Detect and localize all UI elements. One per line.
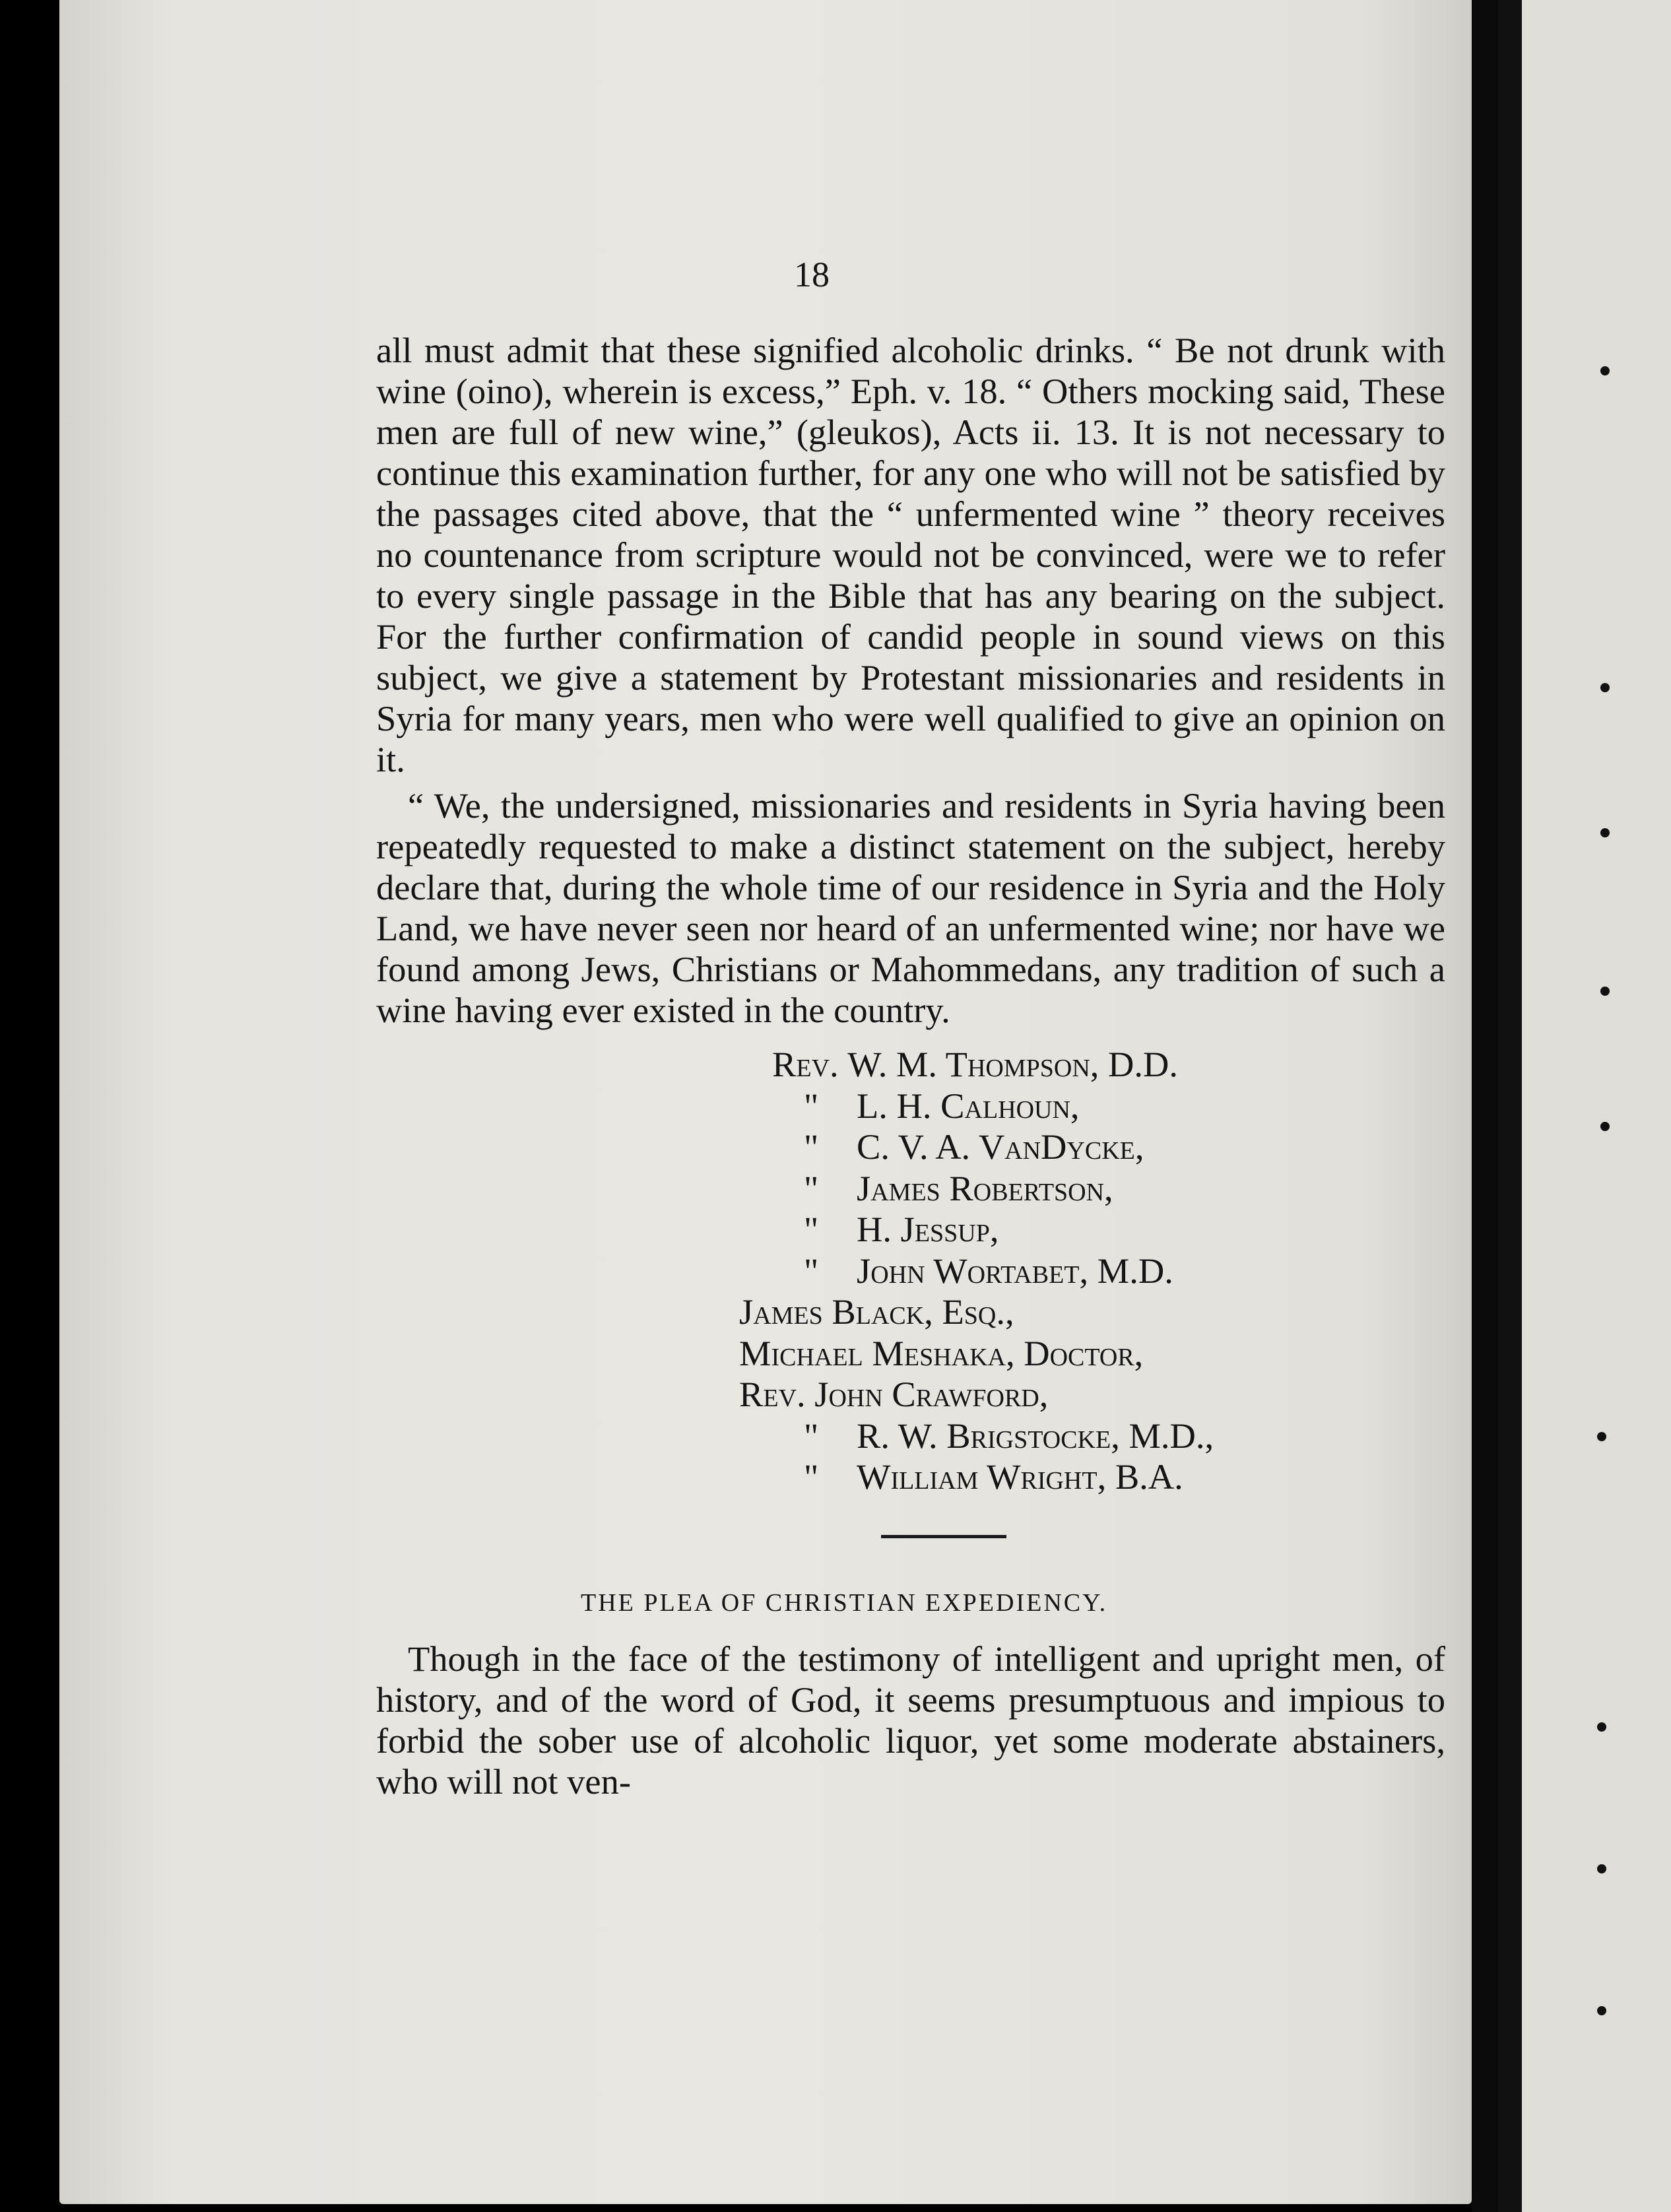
page-number: 18 [794, 255, 830, 294]
signatory-line [376, 1374, 1445, 1415]
section-heading: THE PLEA OF CHRISTIAN EXPEDIENCY. [581, 1588, 1108, 1617]
signatory-list [376, 1044, 1445, 1498]
page-text [59, 0, 1472, 2204]
binding-hole [1597, 1722, 1606, 1732]
signatory-name: Michael Meshaka, Doctor, [739, 1332, 1144, 1373]
signatory-name: John Wortabet, M.D. [857, 1250, 1173, 1291]
signatory-prefix: Rev. [772, 1044, 839, 1084]
binding-hole [1600, 1122, 1610, 1131]
signatory-prefix: Rev. [739, 1374, 806, 1414]
ditto-mark: " [804, 1456, 819, 1497]
ditto-mark: " [804, 1415, 819, 1456]
ditto-mark: " [804, 1085, 819, 1126]
binding-hole [1597, 1432, 1606, 1441]
signatory-line [376, 1086, 1445, 1127]
binding-hole [1597, 1864, 1606, 1873]
paragraph-1: all must admit that these signified alcoholic drinks. “ Be not drunk with wine (oino), wherein is excess,” Eph. v. 18. “ Others mocking said, These men are full of new wine,” (gleukos), Acts ii. 13. It is not necessary to continue this examination further, for any one who will not be satisfied by the passages cited above, that the “ unfermented wine ” theory receives no countenance from scripture would not be convinced, were we to refer to every single passage in the Bible that has any bearing on the subject. For the further confirmation of candid people in sound views on this subject, we give a statement by Protestant missionaries and residents in Syria for many years, men who were well qualified to give an opinion on it. [376, 330, 1445, 779]
ditto-mark: " [804, 1167, 819, 1208]
binding-hole [1600, 683, 1610, 692]
signatory-line [376, 1168, 1445, 1210]
signatory-name: W. M. Thompson, D.D. [847, 1044, 1179, 1084]
signatory-line [376, 1126, 1445, 1168]
ditto-mark: " [804, 1126, 819, 1167]
signatory-name: James Black, Esq., [739, 1291, 1014, 1332]
signatory-line [376, 1415, 1445, 1457]
signatory-line [376, 1456, 1445, 1498]
binding-hole [1600, 987, 1610, 996]
adjacent-page-shadow [1498, 0, 1522, 2212]
section-paragraph: Though in the face of the testimony of intelligent and upright men, of history, and of the word of God, it seems presumptuous and impious to forbid the sober use of alcoholic liquor, yet some moderate abstainers, who will not ven- [376, 1638, 1445, 1802]
signatory-line [376, 1291, 1445, 1333]
signatory-line [376, 1333, 1445, 1375]
signatory-name: H. Jessup, [857, 1209, 999, 1249]
ditto-mark: " [804, 1250, 819, 1291]
ditto-mark: " [804, 1209, 819, 1249]
signatory-name: R. W. Brigstocke, M.D., [857, 1415, 1214, 1456]
signatory-line [376, 1251, 1445, 1292]
signatory-name: James Robertson, [857, 1167, 1113, 1208]
section-divider [881, 1535, 1006, 1538]
paragraph-2: “ We, the undersigned, missionaries and residents in Syria having been repeatedly requested to make a distinct statement on the subject, hereby declare that, during the whole time of our residence in Syria and the Holy Land, we have never seen nor heard of an unfermented wine; nor have we found among Jews, Christians or Mahommedans, any tradition of such a wine having ever existed in the country. [376, 785, 1445, 1030]
body-text [376, 330, 1445, 1802]
binding-hole [1600, 366, 1610, 375]
binding-hole [1600, 828, 1610, 837]
binding-gutter [1472, 0, 1498, 2212]
binding-hole [1597, 2006, 1606, 2015]
book-page [59, 0, 1472, 2204]
adjacent-page-edge [1498, 0, 1671, 2212]
signatory-name: John Crawford, [814, 1374, 1049, 1414]
signatory-line [376, 1209, 1445, 1251]
signatory-name: C. V. A. VanDycke, [857, 1126, 1144, 1167]
signatory-name: William Wright, B.A. [857, 1456, 1183, 1497]
signatory-line [376, 1044, 1445, 1086]
signatory-name: L. H. Calhoun, [857, 1085, 1080, 1126]
